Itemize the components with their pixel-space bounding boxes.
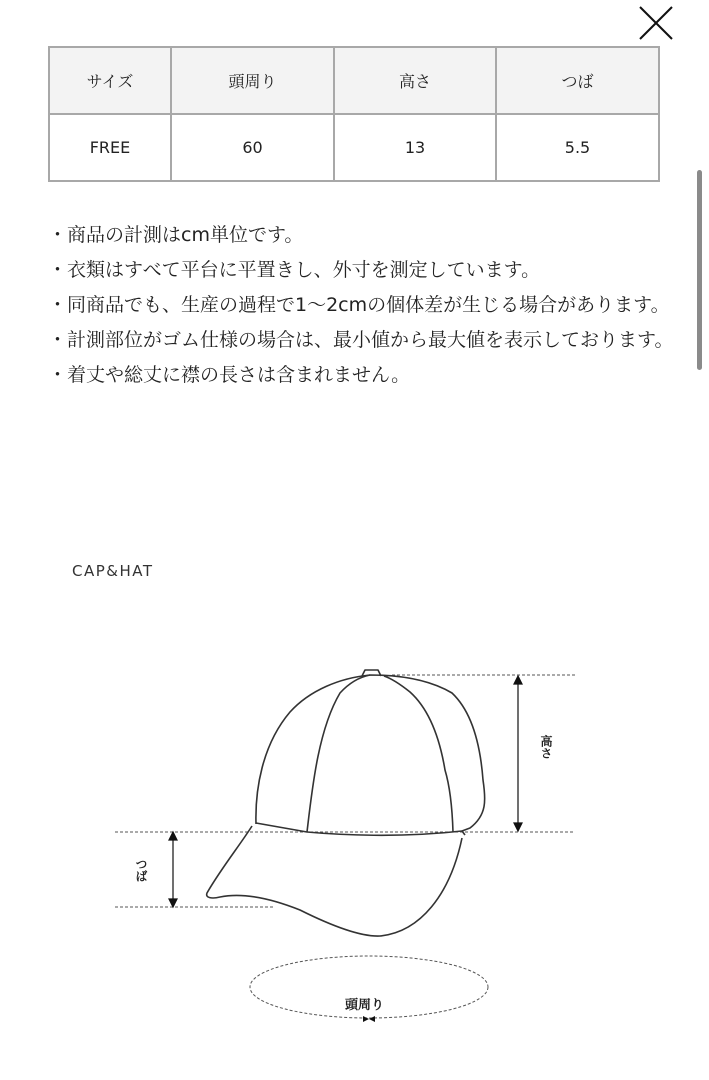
height-arrow <box>514 676 522 831</box>
header-cell: 高さ <box>334 47 496 114</box>
diagram-category: CAP&HAT <box>72 562 154 580</box>
note: ・同商品でも、生産の過程で1〜2cmの個体差が生じる場合があります。 <box>48 294 670 316</box>
note: ・計測部位がゴム仕様の場合は、最小値から最大値を表示しております。 <box>48 329 674 351</box>
header-cell: つば <box>496 47 659 114</box>
height-label: 高さ <box>539 735 553 759</box>
circumference-marker-icon <box>363 1016 375 1022</box>
header-cell: サイズ <box>49 47 171 114</box>
scrollbar[interactable] <box>697 170 702 370</box>
table-cell: 5.5 <box>496 114 659 181</box>
table-cell: FREE <box>49 114 171 181</box>
brim-arrow <box>169 832 177 907</box>
note: ・衣類はすべて平台に平置きし、外寸を測定しています。 <box>48 259 541 281</box>
note: ・着丈や総丈に襟の長さは含まれません。 <box>48 364 411 386</box>
table-cell: 13 <box>334 114 496 181</box>
circumference-label: 頭周り <box>345 998 385 1013</box>
cap-icon <box>207 670 485 936</box>
note: ・商品の計測はcm単位です。 <box>48 224 304 246</box>
brim-label: つば <box>134 858 148 882</box>
table-cell: 60 <box>171 114 334 181</box>
header-cell: 頭周り <box>171 47 334 114</box>
